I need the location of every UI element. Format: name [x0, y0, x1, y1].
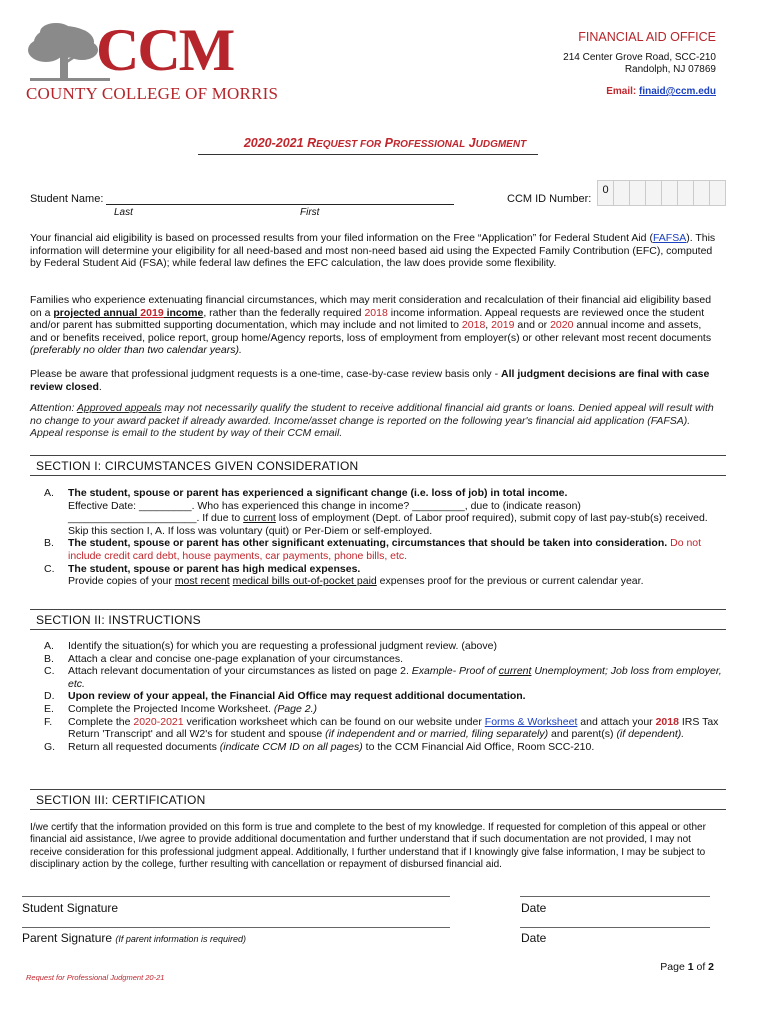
section-2-item-c — [38, 665, 728, 690]
form-footer-name: Request for Professional Judgment 20-21 — [26, 973, 165, 982]
item-a-current: current — [243, 512, 276, 525]
item-letter: B. — [44, 537, 54, 550]
ccm-id-digit[interactable]: 0 — [597, 180, 614, 206]
item-f-text-e: and parent(s) — [548, 728, 617, 741]
intro-paragraph-attention — [30, 402, 716, 440]
item-f-text-c: and attach your — [577, 715, 656, 728]
ccm-id-digit[interactable] — [662, 180, 678, 206]
parent-signature-text: Parent Signature — [22, 931, 113, 945]
section-2-list — [38, 640, 728, 753]
intro-paragraph-circumstances — [30, 294, 716, 357]
parent-date-label: Date — [521, 931, 547, 945]
ccm-id-digit[interactable] — [630, 180, 646, 206]
item-c-text: Attach relevant documentation of your circumstances as listed on page 2. — [68, 665, 412, 678]
office-address — [563, 52, 716, 76]
item-letter: D. — [44, 690, 55, 703]
ccm-id-digit[interactable] — [678, 180, 694, 206]
section-2-item-g — [38, 741, 728, 754]
p4-text: may not necessarily qualify the student to receive additional financial aid grants or loans. Denied appeal will result with no change to your award packet if already awarded. Income/asset change is reported on the following year's financial aid application (FAFSA). Appeal response is email to the student by way of their CCM email. — [30, 402, 714, 440]
page-number — [660, 961, 714, 973]
item-c-medical-bills: medical bills out-of-pocket paid — [232, 575, 377, 588]
section-1-item-a — [38, 487, 728, 537]
p1-text-a: Your financial aid eligibility is based on processed results from your filed information on the Free “Application” for Federal Student Aid ( — [30, 232, 653, 244]
section-1-item-b — [38, 537, 728, 562]
p2-text-a: Families who experience extenuating financial circumstances, which may merit consideration and recalculation of their financial aid eligibility based on a — [30, 294, 712, 319]
item-a-line3b: loss of employment (Dept. of Labor proof required), submit copy of last pay-stub(s) received. Skip this section I, A. If loss was voluntary (quit) or Per-Diem or self-employed. — [68, 512, 708, 537]
item-b-exclusion: Do not include credit card debt, house payments, car payments, phone bills, etc. — [68, 537, 702, 562]
item-c-example: Example- Proof of — [411, 665, 499, 678]
ccm-id-digit[interactable] — [710, 180, 726, 206]
certification-text: I/we certify that the information provided on this form is true and complete to the best of my knowledge. If requested for completion of this appeal or other financial aid assistance, I/we agree to provide additional documentation and further understand that if such documentation are not provided, I may not receive consideration for this professional judgment appeal. Additionally, I further understand that if I knowingly give false information, I may be subject to disciplinary action by the college, further resulting with cancellation or repayment of disbursed financial aid. — [30, 822, 706, 871]
item-a-text: Identify the situation(s) for which you are requesting a professional judgment review. (above) — [68, 640, 497, 652]
title-equest-for: EQUEST FOR — [316, 139, 382, 150]
section-2-heading: SECTION II: INSTRUCTIONS — [30, 609, 726, 630]
ccm-id-digit[interactable] — [646, 180, 662, 206]
item-d-text: Upon review of your appeal, the Financial Aid Office may request additional documentation. — [68, 690, 526, 703]
p2-and: and or — [514, 319, 551, 332]
ccm-id-field[interactable] — [597, 180, 726, 204]
title-r: R — [307, 136, 317, 150]
item-g-text-b: to the CCM Financial Aid Office, Room SCC-210. — [362, 740, 595, 753]
parent-signature-label — [22, 931, 246, 945]
item-a-line3 — [68, 512, 728, 537]
item-c-example-end: Unemployment; Job loss from employer, etc. — [68, 665, 722, 690]
item-f-italic-2: (if dependent). — [616, 728, 685, 741]
p2-income: income — [163, 306, 204, 319]
ccm-id-digit[interactable] — [614, 180, 630, 206]
item-a-line3a: ______________________. If due to — [68, 512, 244, 525]
item-e-text: Complete the Projected Income Worksheet. — [68, 702, 274, 715]
p3-bold: All judgment decisions are final with case review closed — [30, 368, 710, 393]
logo-ccm-text: CCM — [96, 17, 234, 83]
item-c-current: current — [498, 665, 532, 678]
item-c-line2b: expenses proof for the previous or current calendar year. — [376, 575, 644, 588]
p2-text-c: income information. Appeal requests are reviewed once the student and/or parent has submitted supporting documentation, which may include and not limited to — [30, 306, 705, 332]
section-1-heading: SECTION I: CIRCUMSTANCES GIVEN CONSIDERATION — [30, 455, 726, 476]
title-year: 2020-2021 — [243, 136, 304, 150]
first-name-caption: First — [300, 207, 320, 218]
office-email — [606, 86, 716, 97]
item-f-italic: (if independent and or married, filing separately) — [325, 728, 549, 741]
p2-year-2018: 2018 — [364, 306, 388, 319]
p3-text: Please be aware that professional judgment requests is a one-time, case-by-case review basis only - — [30, 368, 501, 380]
item-letter: C. — [44, 562, 55, 575]
page-of: of — [693, 961, 709, 973]
item-c-line2a: Provide copies of your — [68, 575, 175, 588]
item-f-year: 2020-2021 — [133, 715, 184, 728]
item-b-text: Attach a clear and concise one-page explanation of your circumstances. — [68, 652, 404, 665]
section-2-item-a — [38, 640, 728, 653]
item-letter: B. — [44, 652, 54, 665]
item-c-title: The student, spouse or parent has high medical expenses. — [68, 562, 361, 575]
logo-college-name: COUNTY COLLEGE OF MORRIS — [26, 84, 279, 103]
student-date-label: Date — [521, 901, 547, 915]
p2-projected: projected annual — [53, 306, 141, 319]
parent-signature-line[interactable] — [22, 927, 450, 928]
section-2-item-f — [38, 716, 728, 741]
intro-paragraph-eligibility — [30, 232, 716, 270]
title-underline — [198, 154, 538, 155]
item-f-text-d: IRS Tax Return 'Transcript' and all W2's for student and spouse — [68, 715, 719, 741]
item-f-text-b: verification worksheet which can be found on our website under — [183, 715, 485, 728]
title-rofessional: ROFESSIONAL — [392, 139, 466, 150]
parent-date-line[interactable] — [520, 927, 710, 928]
title-p: P — [384, 136, 393, 150]
item-g-italic: (indicate CCM ID on all pages) — [219, 740, 363, 753]
p1-text-b: ). This information will determine your eligibility for all need-based and most non-need based aid using the Expected Family Contribution (EFC), computed by Federal Student Aid (FSA); while federal law defines the EFC calculation, the law does provide some flexibility. — [30, 232, 716, 270]
item-letter: C. — [44, 665, 55, 678]
form-title — [0, 136, 770, 150]
item-letter: F. — [44, 715, 53, 728]
item-c-line2 — [68, 575, 728, 588]
item-letter: A. — [44, 640, 54, 652]
p2-italic: (preferably no older than two calendar years). — [30, 344, 242, 357]
ccm-id-label: CCM ID Number: — [507, 193, 592, 205]
p3-end: . — [98, 380, 102, 393]
p4-attention: Attention: — [30, 402, 77, 414]
page-current: 1 — [687, 961, 694, 973]
p2-comma: , — [485, 319, 492, 332]
p2-y1: 2018 — [461, 319, 486, 332]
page-total: 2 — [708, 961, 714, 973]
p2-year-2019: 2019 — [140, 306, 164, 319]
parent-note: (If parent information is required) — [115, 934, 246, 944]
item-e-page: (Page 2.) — [273, 702, 318, 715]
item-f-text-a: Complete the — [68, 715, 134, 728]
student-signature-line[interactable] — [22, 896, 450, 897]
address-line-2: Randolph, NJ 07869 — [624, 64, 716, 75]
section-1-item-c — [38, 563, 728, 588]
p2-text-d: annual income and assets, and or benefits received, police report, group home/Agency reports, loss of employment from employer(s) or other relevant most recent documents — [30, 319, 712, 344]
item-b-title: The student, spouse or parent has other significant extenuating, circumstances that should be taken into consideration. — [68, 537, 668, 550]
section-2-item-d — [38, 690, 728, 703]
p2-y2: 2019 — [491, 319, 515, 332]
item-g-text-a: Return all requested documents — [68, 740, 220, 753]
section-2-item-e — [38, 703, 728, 716]
item-a-title: The student, spouse or parent has experienced a significant change (i.e. loss of job) in total income. — [68, 487, 568, 499]
intro-paragraph-one-time — [30, 368, 716, 393]
p2-text-b: , rather than the federally required — [203, 306, 365, 319]
section-1-list — [38, 487, 728, 588]
item-letter: E. — [44, 702, 54, 715]
item-letter: A. — [44, 487, 54, 499]
last-name-caption: Last — [114, 207, 133, 218]
email-link[interactable]: finaid@ccm.edu — [639, 86, 716, 97]
p4-approved-appeals: Approved appeals — [76, 402, 162, 414]
item-a-line2: Effective Date: _________. Who has experienced this change in income? _________, due to (indicate reason) — [68, 499, 581, 512]
address-line-1: 214 Center Grove Road, SCC-210 — [563, 52, 716, 63]
fafsa-link[interactable]: FAFSA — [652, 232, 687, 244]
p2-y3: 2020 — [550, 319, 574, 332]
student-signature-label: Student Signature — [22, 901, 119, 915]
section-2-item-b — [38, 653, 728, 666]
forms-worksheet-link[interactable]: Forms & Worksheet — [484, 715, 578, 728]
title-j: J — [468, 136, 476, 150]
student-name-label: Student Name: — [30, 193, 104, 205]
ccm-id-digit[interactable] — [694, 180, 710, 206]
item-f-year-2018: 2018 — [655, 715, 679, 728]
student-date-line[interactable] — [520, 896, 710, 897]
item-c-most-recent: most recent — [174, 575, 230, 588]
financial-aid-office-heading: FINANCIAL AID OFFICE — [578, 30, 716, 44]
email-label: Email: — [606, 86, 637, 97]
section-3-heading: SECTION III: CERTIFICATION — [30, 789, 726, 810]
student-name-field[interactable] — [106, 204, 454, 205]
item-letter: G. — [44, 740, 56, 753]
page-word: Page — [660, 961, 688, 973]
title-udgment: UDGMENT — [475, 139, 527, 150]
